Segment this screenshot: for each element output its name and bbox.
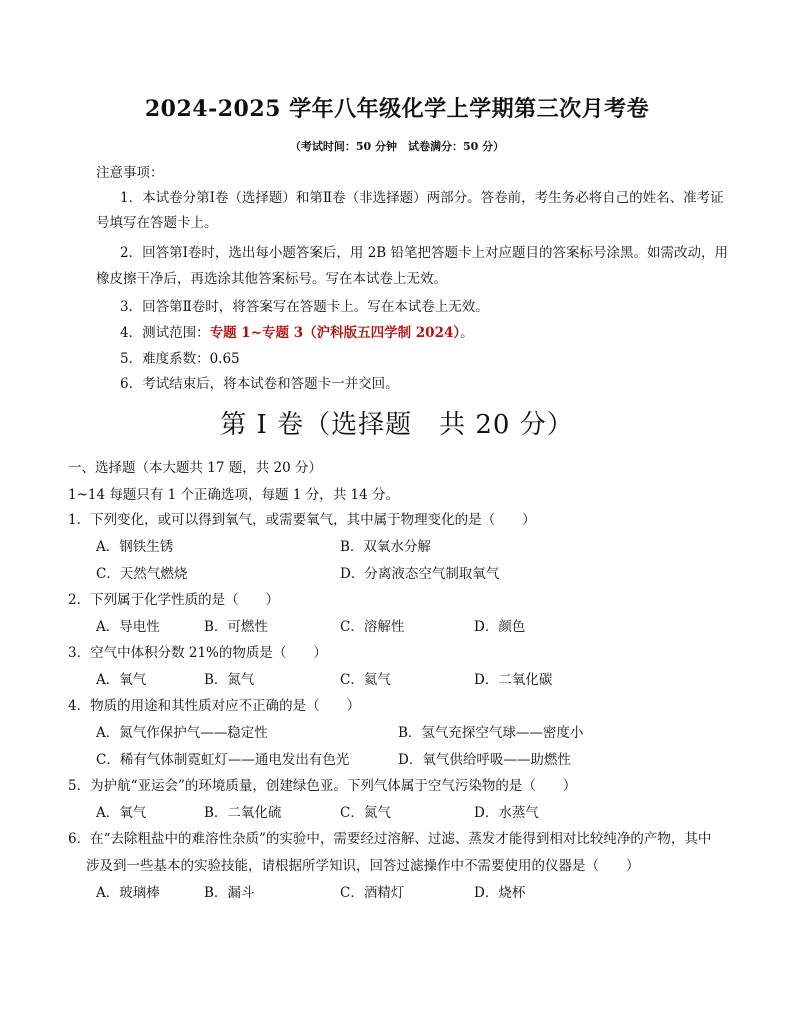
question-6-option-c: C．酒精灯 bbox=[340, 885, 405, 901]
question-2-option-a: A．导电性 bbox=[96, 619, 160, 635]
exam-subtitle: （考试时间：50 分钟 试卷满分：50 分） bbox=[289, 140, 505, 153]
notice-item-2-line-1: 2．回答第Ⅰ卷时，选出每小题答案后，用 2B 铅笔把答题卡上对应题目的答案标号涂黑。如需改动，用 bbox=[120, 245, 729, 261]
question-1-stem: 1．下列变化，或可以得到氧气，或需要氧气，其中属于物理变化的是（ ） bbox=[68, 512, 536, 528]
notice-heading: 注意事项： bbox=[96, 165, 164, 181]
notice-item-4-suffix: 。 bbox=[460, 325, 474, 341]
notice-item-2-line-2: 橡皮擦干净后，再选涂其他答案标号。写在本试卷上无效。 bbox=[96, 271, 447, 287]
question-2-option-c: C．溶解性 bbox=[340, 619, 405, 635]
question-3-option-b: B．氮气 bbox=[204, 672, 255, 688]
notice-item-3: 3．回答第Ⅱ卷时，将答案写在答题卡上。写在本试卷上无效。 bbox=[120, 299, 489, 315]
question-4-stem: 4．物质的用途和其性质对应不正确的是（ ） bbox=[68, 698, 361, 714]
notice-item-5: 5．难度系数：0.65 bbox=[120, 351, 240, 367]
question-3-option-d: D．二氧化碳 bbox=[474, 672, 553, 688]
question-1-option-a: A．钢铁生锈 bbox=[96, 539, 174, 555]
question-6-stem-line-1: 6．在“去除粗盐中的难溶性杂质”的实验中，需要经过溶解、过滤、蒸发才能得到相对比较纯净的产物，其中 bbox=[68, 831, 712, 847]
question-5-option-d: D．水蒸气 bbox=[474, 805, 539, 821]
question-4-option-a: A．氮气作保护气——稳定性 bbox=[96, 725, 268, 741]
question-5-option-a: A．氧气 bbox=[96, 805, 147, 821]
notice-item-4-prefix: 4．测试范围： bbox=[120, 325, 210, 341]
notice-item-6: 6．考试结束后，将本试卷和答题卡一并交回。 bbox=[120, 376, 399, 392]
question-5-option-b: B．二氧化硫 bbox=[204, 805, 282, 821]
question-1-option-d: D．分离液态空气制取氧气 bbox=[340, 566, 500, 582]
question-6-option-a: A．玻璃棒 bbox=[96, 885, 160, 901]
test-range: 专题 1~专题 3（沪科版五四学制 2024） bbox=[209, 325, 461, 341]
question-2-option-b: B．可燃性 bbox=[204, 619, 268, 635]
section-title: 第 I 卷（选择题 共 20 分） bbox=[220, 410, 574, 440]
question-4-option-b: B．氢气充探空气球——密度小 bbox=[398, 725, 584, 741]
part-heading: 一、选择题（本大题共 17 题，共 20 分） bbox=[68, 460, 323, 476]
question-2-stem: 2．下列属于化学性质的是（ ） bbox=[68, 592, 280, 608]
question-2-option-d: D．颜色 bbox=[474, 619, 526, 635]
question-1-option-b: B．双氧水分解 bbox=[340, 539, 431, 555]
question-3-option-a: A．氧气 bbox=[96, 672, 147, 688]
notice-item-4 bbox=[120, 324, 474, 342]
question-6-stem-line-2: 涉及到一些基本的实验技能，请根据所学知识，回答过滤操作中不需要使用的仪器是（ ） bbox=[86, 858, 640, 874]
question-1-option-c: C．天然气燃烧 bbox=[96, 566, 188, 582]
notice-item-1-line-1: 1．本试卷分第Ⅰ卷（选择题）和第Ⅱ卷（非选择题）两部分。答卷前，考生务必将自己的姓名、准考证 bbox=[120, 190, 724, 206]
exam-title: 2024-2025 学年八年级化学上学期第三次月考卷 bbox=[144, 96, 650, 122]
question-6-option-b: B．漏斗 bbox=[204, 885, 255, 901]
question-4-option-d: D．氧气供给呼吸——助燃性 bbox=[398, 752, 571, 768]
question-3-option-c: C．氦气 bbox=[340, 672, 391, 688]
question-3-stem: 3．空气中体积分数 21%的物质是（ ） bbox=[68, 645, 327, 661]
part-instruction: 1~14 每题只有 1 个正确选项，每题 1 分，共 14 分。 bbox=[68, 487, 399, 503]
notice-item-1-line-2: 号填写在答题卡上。 bbox=[96, 215, 218, 231]
question-6-option-d: D．烧杯 bbox=[474, 885, 526, 901]
question-5-stem: 5．为护航“亚运会”的环境质量，创建绿色亚。下列气体属于空气污染物的是（ ） bbox=[68, 778, 577, 794]
question-4-option-c: C．稀有气体制霓虹灯——通电发出有色光 bbox=[96, 752, 350, 768]
question-5-option-c: C．氮气 bbox=[340, 805, 391, 821]
